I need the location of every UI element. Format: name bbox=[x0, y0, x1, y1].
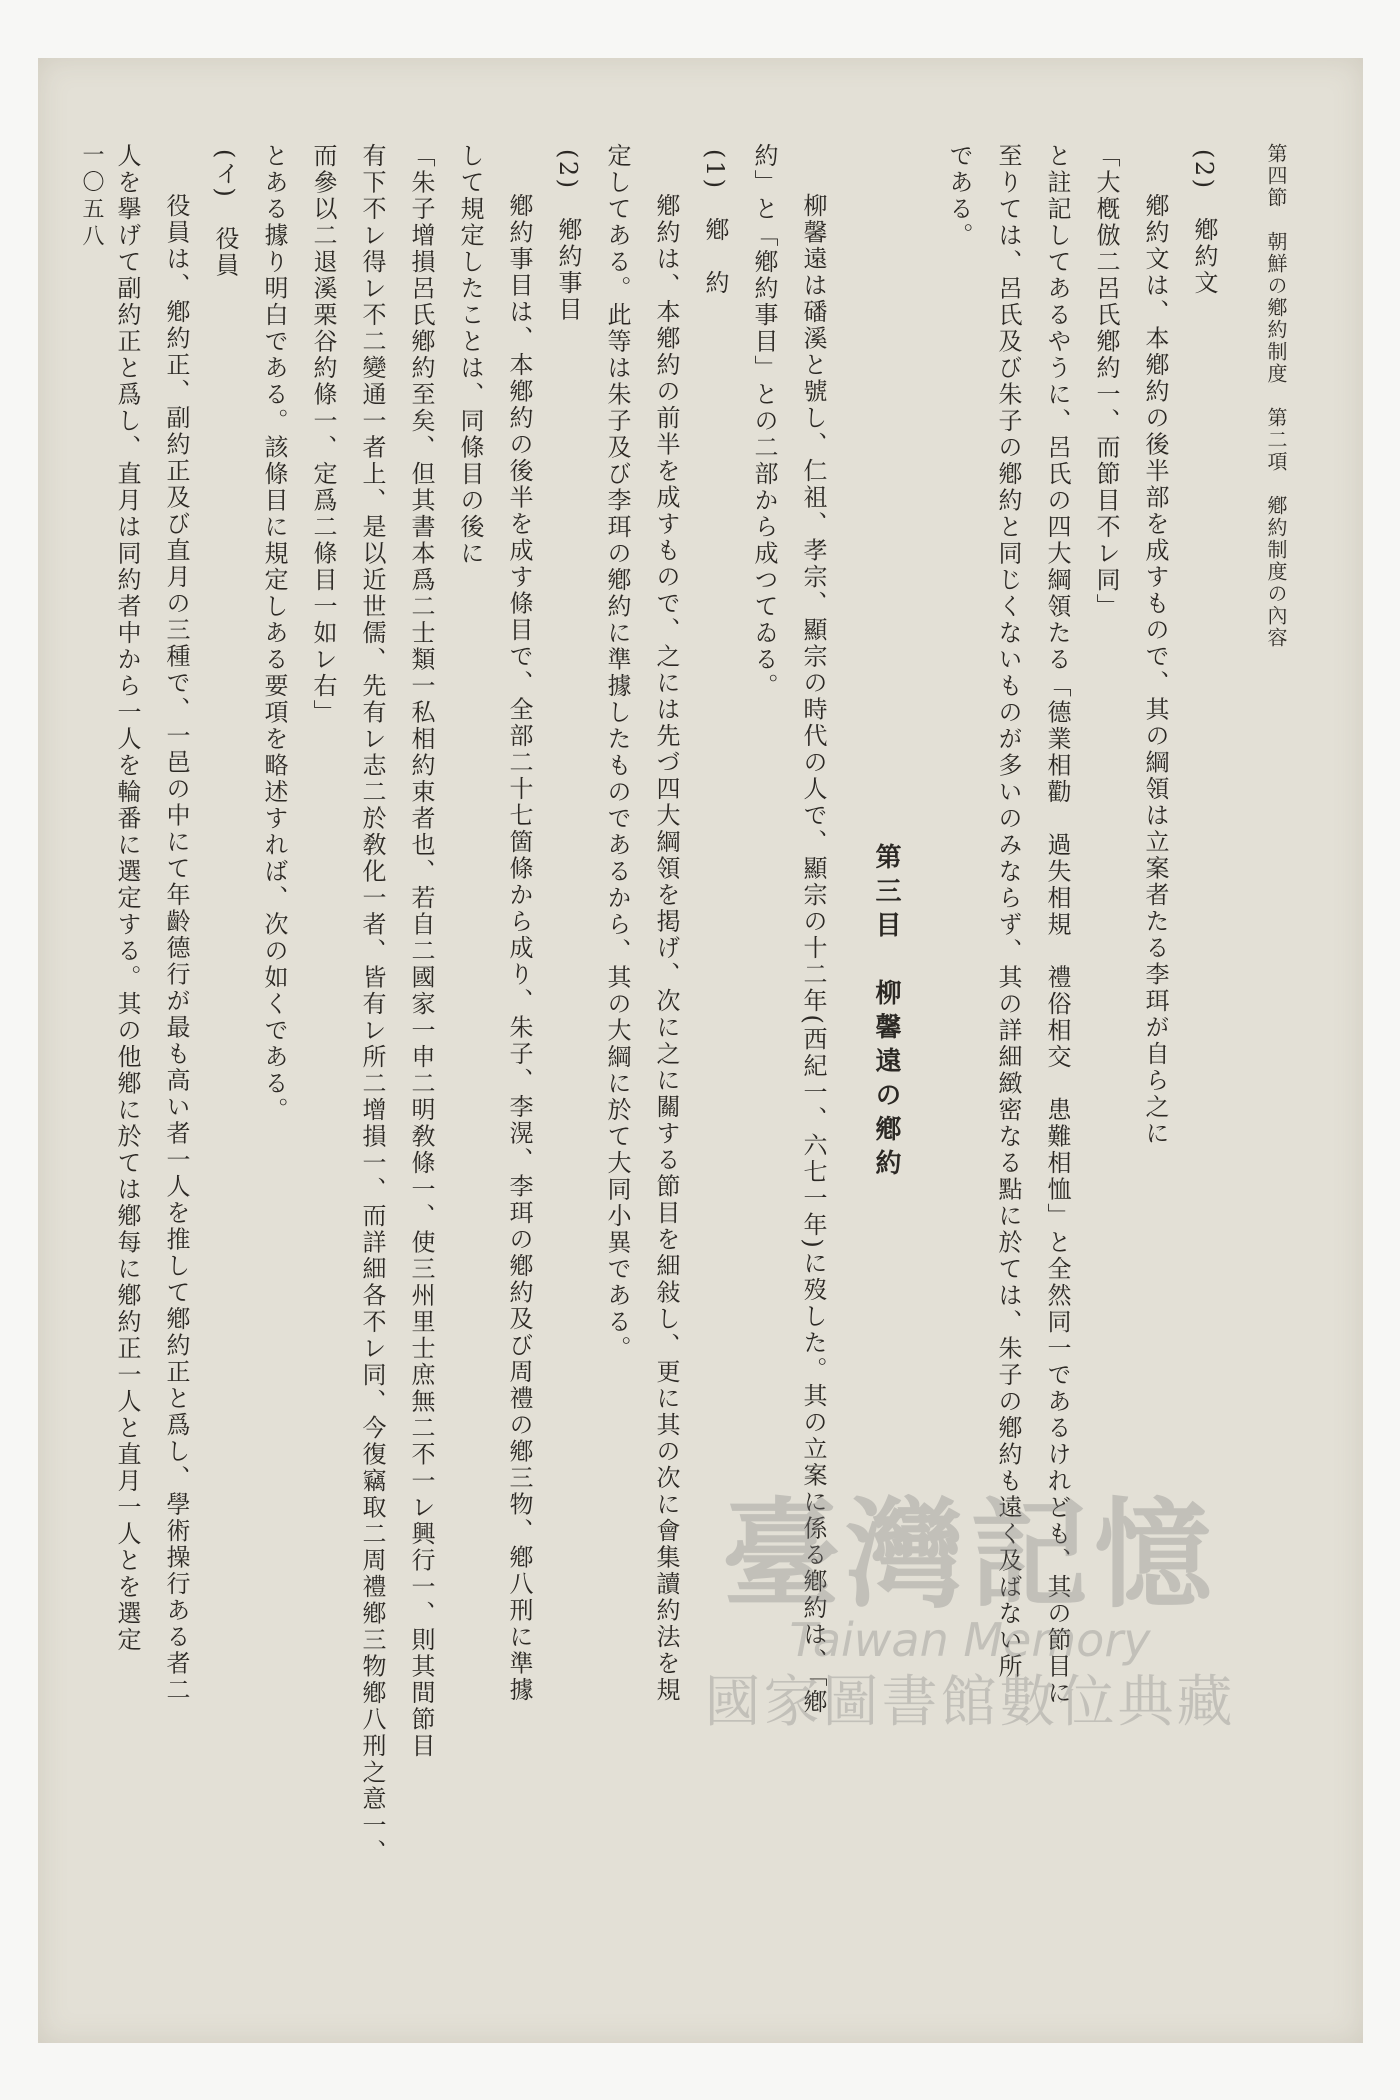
paragraph-line: である。 bbox=[945, 143, 973, 249]
quotation-line: 「朱子增損呂氏鄕約至矣、但其書本爲二士類一私相約束者也、若自二國家一申二明敎條一、使三州里士庶無二不一レ興行一、則其間節目 bbox=[407, 143, 435, 1760]
paragraph-line: 約」と「鄕約事目」との二部から成つてゐる。 bbox=[750, 143, 778, 700]
paragraph-line: 役員は、鄕約正、副約正及び直月の三種で、一邑の中にて年齡德行が最も高い者一人を推して鄕約正と爲し、學術操行ある者二 bbox=[162, 193, 190, 1704]
watermark-cjk: 臺灣記憶 bbox=[721, 1486, 1218, 1624]
section-title: 第三目 柳馨遠の鄕約 bbox=[871, 843, 901, 1183]
subheading-kyoyaku: (1) 鄕 約 bbox=[701, 149, 729, 297]
paragraph-line: と註記してあるやうに、呂氏の四大綱領たる「德業相勸 過失相規 禮俗相交 患難相恤」と全然同一であるけれども、其の節目に bbox=[1043, 143, 1071, 1707]
paragraph-line: 柳馨遠は磻溪と號し、仁祖、孝宗、顯宗の時代の人で、顯宗の十二年(西紀一、六七一年)に歿した。其の立案に係る鄕約は、「鄕 bbox=[799, 193, 827, 1716]
paragraph-line: して規定したことは、同條目の後に bbox=[456, 143, 484, 567]
vertical-text-body bbox=[113, 143, 1228, 2033]
paragraph-line: とある據り明白である。該條目に規定しある要項を略述すれば、次の如くである。 bbox=[260, 143, 288, 1124]
quotation-line: 有下不レ得レ不二變通一者上、是以近世儒、先有レ志二於敎化一者、皆有レ所二增損一、而詳細各不レ同、今復竊取二周禮鄕三物鄕八刑之意一、 bbox=[358, 143, 386, 1866]
subheading-yakuin: (イ) 役員 bbox=[211, 149, 239, 279]
document-page bbox=[38, 58, 1363, 2043]
paragraph-line: 鄕約事目は、本鄕約の後半を成す條目で、全部二十七箇條から成り、朱子、李滉、李珥の鄕約及び周禮の鄕三物、鄕八刑に準據 bbox=[505, 193, 533, 1704]
paragraph-line: 定してある。此等は朱子及び李珥の鄕約に準據したものであるから、其の大綱に於て大同小異である。 bbox=[603, 143, 631, 1362]
subheading-kyoyaku-jimoku: (2) 鄕約事目 bbox=[554, 149, 582, 323]
subheading-kyoyakubun: (2) 鄕約文 bbox=[1190, 149, 1218, 297]
watermark-institution: 國家圖書館數位典藏 bbox=[704, 1670, 1236, 1735]
quotation-line: 而參以二退溪栗谷約條一、定爲二條目一如レ右」 bbox=[309, 143, 337, 726]
watermark-english: Taiwan Memory bbox=[789, 1613, 1151, 1667]
paragraph-line: 鄕約文は、本鄕約の後半部を成すもので、其の綱領は立案者たる李珥が自ら之に bbox=[1141, 193, 1169, 1147]
quotation-line: 「大槪倣二呂氏鄕約一、而節目不レ同」 bbox=[1092, 143, 1120, 620]
paragraph-line: 鄕約は、本鄕約の前半を成すもので、之には先づ四大綱領を掲げ、次に之に關する節目を細敍し、更に其の次に會集讀約法を規 bbox=[652, 193, 680, 1704]
watermark bbox=[640, 1486, 1300, 1738]
running-header: 第四節 朝鮮の鄕約制度 第二項 鄕約制度の內容 bbox=[1264, 143, 1288, 649]
page-number: 一〇五八 bbox=[79, 143, 104, 251]
paragraph-line: 人を擧げて副約正と爲し、直月は同約者中から一人を輪番に選定する。其の他鄕に於ては鄕每に鄕約正一人と直月一人とを選定 bbox=[113, 143, 141, 1654]
paragraph-line: 至りては、呂氏及び朱子の鄕約と同じくないものが多いのみならず、其の詳細緻密なる點に於ては、朱子の鄕約も遠く及ばない所 bbox=[994, 143, 1022, 1680]
